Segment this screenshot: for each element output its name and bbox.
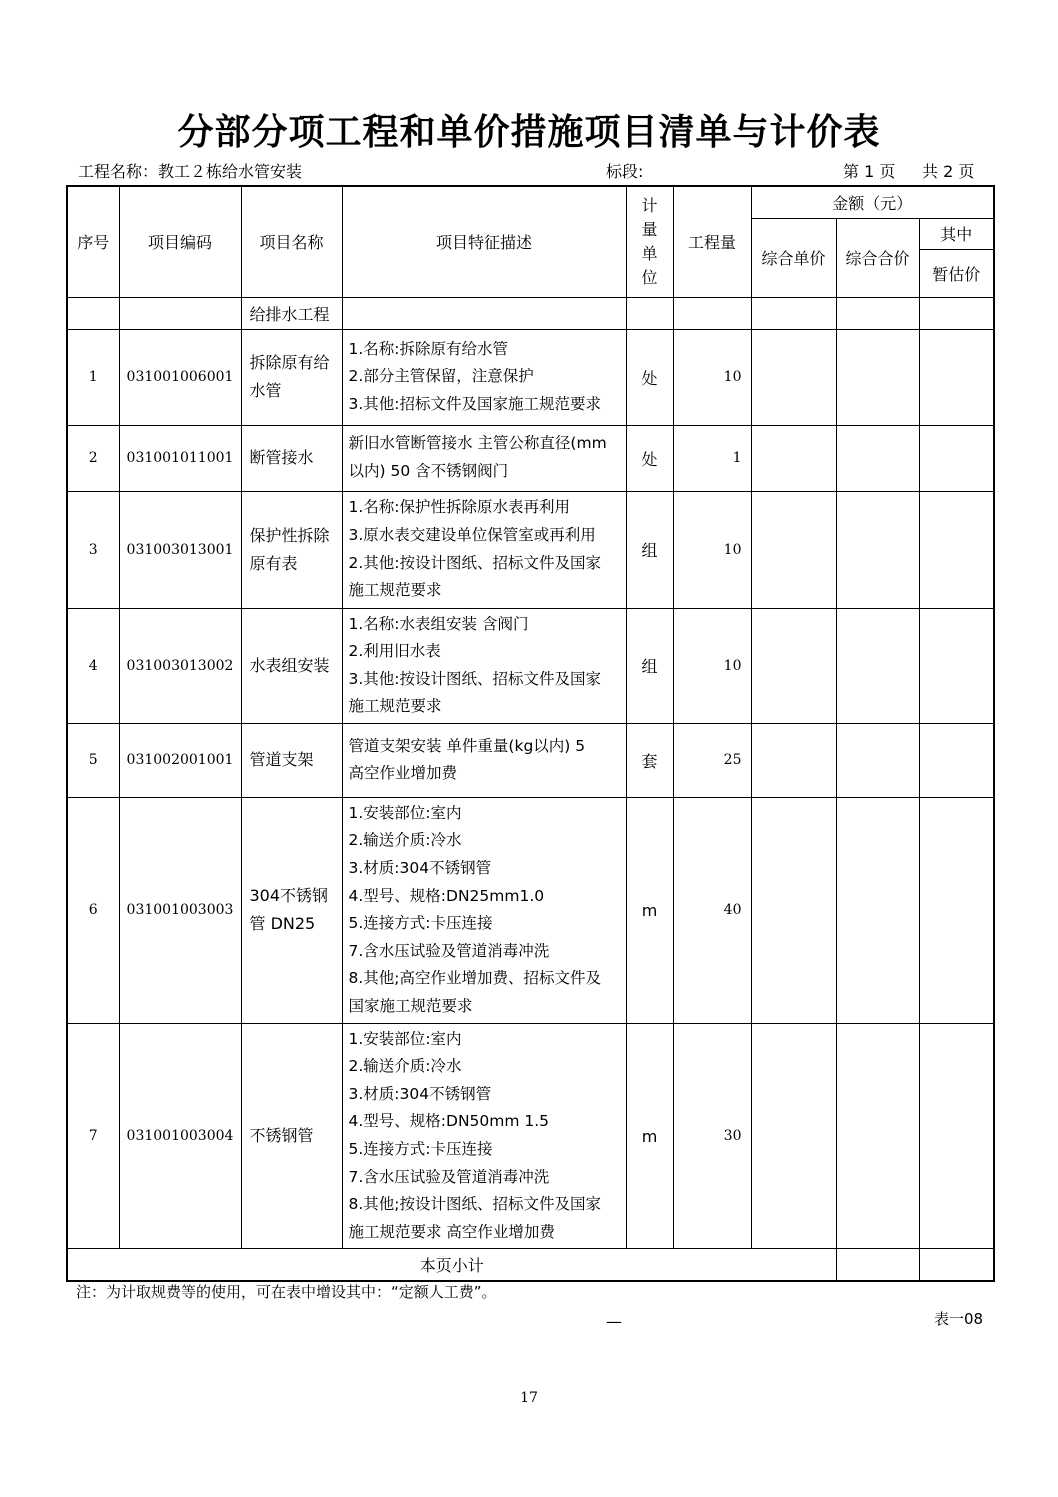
subtotal-label: 本页小计 — [67, 1249, 836, 1281]
row-code: 031001006001 — [119, 329, 241, 425]
col-amount: 金额（元） — [751, 186, 994, 218]
desc-line: 1.安装部位:室内 — [348, 803, 462, 822]
desc-line: 3.材质:304不锈钢管 — [348, 859, 492, 878]
desc-line: 4.型号、规格:DN50mm 1.5 — [348, 1112, 550, 1131]
row-unit: m — [626, 797, 673, 1023]
desc-line: 1.名称:水表组安装 含阀门 — [348, 614, 529, 633]
desc-line: 2.输送介质:冷水 — [348, 831, 462, 850]
desc-line: 7.含水压试验及管道消毒冲洗 — [348, 941, 550, 960]
row-unit-price — [751, 329, 836, 425]
col-provisional: 暂估价 — [919, 249, 994, 297]
row-desc — [342, 1023, 626, 1249]
desc-line: 施工规范要求 高空作业增加费 — [348, 1222, 555, 1241]
row-desc — [342, 608, 626, 723]
dash-mark: — — [606, 1312, 622, 1331]
col-unit-char: 计 — [641, 195, 658, 215]
row-name: 304不锈钢管 DN25 — [241, 797, 342, 1023]
row-code: 031003013002 — [119, 608, 241, 723]
col-unit-char: 单 — [641, 243, 658, 263]
desc-line: 高空作业增加费 — [348, 764, 458, 783]
row-total-price — [836, 491, 919, 608]
row-qty: 10 — [673, 329, 751, 425]
desc-line: 8.其他;按设计图纸、招标文件及国家 — [348, 1195, 602, 1214]
desc-line: 4.型号、规格:DN25mm1.0 — [348, 886, 545, 905]
subtotal-row — [67, 1249, 994, 1281]
row-provisional — [919, 608, 994, 723]
row-name: 水表组安装 — [241, 608, 342, 723]
desc-line: 1.安装部位:室内 — [348, 1029, 462, 1048]
row-total-price — [836, 797, 919, 1023]
desc-line: 2.利用旧水表 — [348, 642, 441, 661]
row-code: 031002001001 — [119, 723, 241, 797]
desc-line: 施工规范要求 — [348, 581, 442, 600]
row-unit-price — [751, 723, 836, 797]
row-unit-price — [751, 797, 836, 1023]
row-seq: 7 — [67, 1023, 119, 1249]
desc-line: 2.输送介质:冷水 — [348, 1057, 462, 1076]
row-seq: 1 — [67, 329, 119, 425]
row-seq: 3 — [67, 491, 119, 608]
row-total-price — [836, 723, 919, 797]
row-qty: 40 — [673, 797, 751, 1023]
row-name: 不锈钢管 — [241, 1023, 342, 1249]
table-row — [67, 608, 994, 723]
row-total-price — [836, 608, 919, 723]
total-pages: 共 2 页 — [922, 162, 975, 181]
row-qty: 10 — [673, 491, 751, 608]
desc-line: 2.部分主管保留，注意保护 — [348, 367, 534, 386]
row-code: 031003013001 — [119, 491, 241, 608]
row-total-price — [836, 329, 919, 425]
row-unit: 套 — [626, 723, 673, 797]
row-desc — [342, 797, 626, 1023]
desc-line: 3.材质:304不锈钢管 — [348, 1084, 492, 1103]
row-desc — [342, 491, 626, 608]
row-provisional — [919, 425, 994, 491]
col-of-which: 其中 — [919, 218, 994, 249]
row-provisional — [919, 1023, 994, 1249]
row-unit: 处 — [626, 329, 673, 425]
desc-line: 新旧水管断管接水 主管公称直径(mm — [348, 434, 607, 453]
row-name: 拆除原有给水管 — [241, 329, 342, 425]
col-qty: 工程量 — [673, 186, 751, 297]
desc-line: 以内) 50 含不锈钢阀门 — [348, 462, 509, 480]
group-row — [67, 297, 994, 329]
col-unit-char: 量 — [641, 219, 658, 239]
header-row — [67, 186, 994, 218]
desc-line: 施工规范要求 — [348, 697, 442, 716]
row-unit: 组 — [626, 608, 673, 723]
row-total-price — [836, 1023, 919, 1249]
row-name: 保护性拆除原有表 — [241, 491, 342, 608]
col-unit-char: 位 — [641, 267, 658, 287]
desc-line: 8.其他;高空作业增加费、招标文件及 — [348, 969, 602, 988]
row-qty: 25 — [673, 723, 751, 797]
row-name: 管道支架 — [241, 723, 342, 797]
row-qty: 1 — [673, 425, 751, 491]
row-total-price — [836, 425, 919, 491]
page-number: 17 — [520, 1390, 538, 1406]
col-code: 项目编码 — [119, 186, 241, 297]
desc-line: 1.名称:保护性拆除原水表再利用 — [348, 498, 571, 517]
project-name: 工程名称：教工２栋给水管安装 — [78, 162, 303, 181]
table-row — [67, 491, 994, 608]
table-row — [67, 723, 994, 797]
desc-line: 2.其他:按设计图纸、招标文件及国家 — [348, 553, 602, 572]
table-row — [67, 425, 994, 491]
desc-line: 管道支架安装 单件重量(kg以内) 5 — [348, 736, 586, 755]
row-seq: 5 — [67, 723, 119, 797]
group-label: 给排水工程 — [241, 297, 342, 329]
col-total-price: 综合合价 — [836, 218, 919, 297]
row-provisional — [919, 491, 994, 608]
row-desc — [342, 723, 626, 797]
row-qty: 10 — [673, 608, 751, 723]
row-code: 031001003004 — [119, 1023, 241, 1249]
row-code: 031001003003 — [119, 797, 241, 1023]
row-qty: 30 — [673, 1023, 751, 1249]
row-unit-price — [751, 1023, 836, 1249]
row-code: 031001011001 — [119, 425, 241, 491]
table-row — [67, 329, 994, 425]
row-unit-price — [751, 608, 836, 723]
page-title: 分部分项工程和单价措施项目清单与计价表 — [177, 111, 881, 153]
table-note: 注：为计取规费等的使用，可在表中增设其中：“定额人工费”。 — [76, 1283, 497, 1301]
row-seq: 4 — [67, 608, 119, 723]
col-desc: 项目特征描述 — [342, 186, 626, 297]
row-provisional — [919, 723, 994, 797]
subtotal-cell — [919, 1249, 994, 1281]
desc-line: 3.其他:按设计图纸、招标文件及国家 — [348, 669, 602, 688]
row-unit-price — [751, 491, 836, 608]
row-unit: 组 — [626, 491, 673, 608]
row-provisional — [919, 329, 994, 425]
row-unit: 处 — [626, 425, 673, 491]
col-seq: 序号 — [67, 186, 119, 297]
row-provisional — [919, 797, 994, 1023]
page-indicator: 第 1 页 — [843, 162, 896, 181]
row-desc — [342, 425, 626, 491]
row-seq: 2 — [67, 425, 119, 491]
desc-line: 3.其他:招标文件及国家施工规范要求 — [348, 394, 602, 413]
desc-line: 国家施工规范要求 — [348, 997, 473, 1016]
pricing-table — [66, 185, 995, 1282]
col-unit-price: 综合单价 — [751, 218, 836, 297]
row-name: 断管接水 — [241, 425, 342, 491]
row-unit: m — [626, 1023, 673, 1249]
desc-line: 5.连接方式:卡压连接 — [348, 914, 493, 933]
form-tag: 表一08 — [934, 1310, 984, 1328]
desc-line: 7.含水压试验及管道消毒冲洗 — [348, 1167, 550, 1186]
desc-line: 3.原水表交建设单位保管室或再利用 — [348, 525, 596, 544]
row-desc — [342, 329, 626, 425]
col-unit — [626, 186, 673, 297]
desc-line: 5.连接方式:卡压连接 — [348, 1140, 493, 1158]
table-row — [67, 1023, 994, 1249]
table-row — [67, 797, 994, 1023]
col-name: 项目名称 — [241, 186, 342, 297]
subtotal-cell — [836, 1249, 919, 1281]
row-seq: 6 — [67, 797, 119, 1023]
section-label: 标段: — [606, 162, 644, 181]
desc-line: 1.名称:拆除原有给水管 — [348, 339, 509, 358]
row-unit-price — [751, 425, 836, 491]
